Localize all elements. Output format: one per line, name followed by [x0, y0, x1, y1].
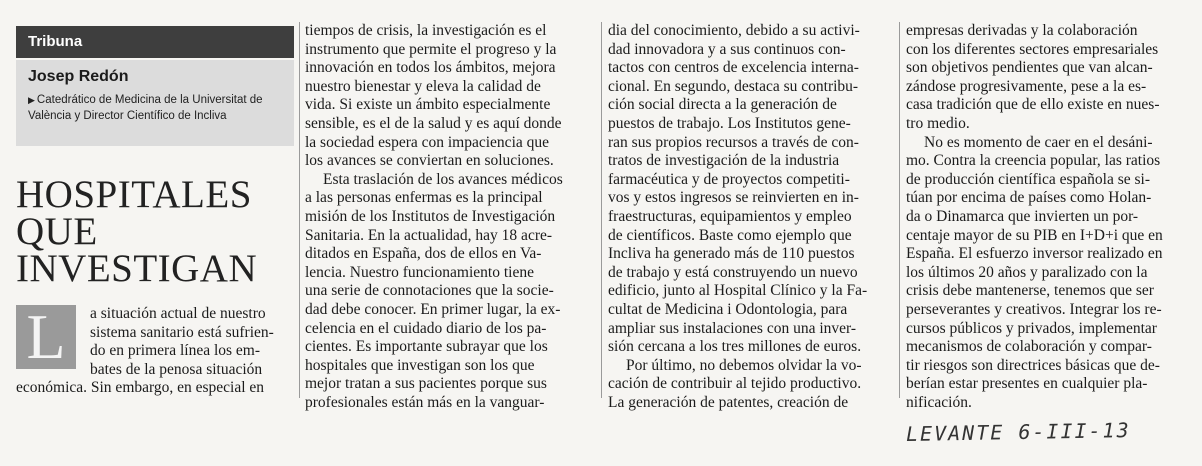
body-line: lencia. Nuestro funcionamiento tiene [305, 263, 534, 281]
body-line: Por último, no debemos olvidar la vo- [626, 356, 862, 374]
body-line: de trabajo y está construyendo un nuevo [608, 263, 858, 281]
author-box [16, 60, 294, 146]
body-line: ditados en España, dos de ellos en Va- [305, 245, 542, 263]
body-line: hospitales que investigan son los que [305, 356, 535, 374]
author-role [28, 92, 282, 124]
body-line: España. El esfuerzo inversor realizado en [906, 245, 1163, 263]
body-line: sión cercana a los tres millones de euros. [608, 338, 862, 356]
body-line: una serie de connotaciones que la socie- [305, 282, 554, 300]
body-line: zándose progresivamente, pese a la es- [906, 77, 1147, 95]
body-line: dia del conocimiento, debido a su activi- [608, 22, 860, 39]
body-line: nificación. [906, 393, 972, 411]
body-line: los avances se conviertan en soluciones. [305, 152, 554, 170]
body-line: instrumento que permite el progreso y la [305, 40, 557, 58]
body-line: túan por encima de países como Holan- [906, 189, 1152, 207]
author-role-line: ▶ Catedrático de Medicina de la Universitat de [28, 94, 263, 106]
body-line: de científicos. Baste como ejemplo que [608, 226, 852, 244]
intro-paragraph [16, 301, 294, 398]
body-line: económica. Sin embargo, en especial en [16, 379, 265, 397]
body-line: con los diferentes sectores empresariales [906, 40, 1159, 58]
body-line: a situación actual de nuestro [90, 305, 266, 322]
body-line: ción social directa a la generación de [608, 96, 837, 114]
body-line: tiempos de crisis, la investigación es el [305, 22, 547, 39]
body-line: misión de los Institutos de Investigación [305, 207, 556, 225]
headline [16, 173, 294, 290]
body-line: edificio, junto al Hospital Clínico y la Fa- [608, 282, 868, 300]
body-line: dad innovadora y a sus continuos con- [608, 40, 846, 58]
body-line: tir riesgos son directrices básicas que de- [906, 356, 1160, 374]
section-label: Tribuna [16, 26, 294, 58]
body-line: celencia en el cuidado diario de los pa- [305, 319, 547, 337]
arrow-icon: ▶ [28, 95, 35, 105]
body-line: ran sus propios recursos a través de con- [608, 133, 859, 151]
body-line: empresas derivadas y la colaboración [906, 22, 1138, 39]
body-line: mecanismos de colaboración y compar- [906, 338, 1152, 356]
author-name: Josep Redón [28, 68, 129, 85]
body-line: La generación de patentes, creación de [608, 393, 849, 411]
column-divider [299, 22, 300, 398]
body-line: da o Dinamarca que invierten un por- [906, 207, 1139, 225]
body-line: de producción científica española se si- [906, 170, 1151, 188]
body-line: a las personas enfermas es la principal [305, 189, 543, 207]
drop-cap: L [16, 305, 76, 369]
headline-line: HOSPITALES [16, 173, 252, 216]
body-line: farmacéutica y de proyectos competiti- [608, 170, 850, 188]
body-line: tratos de investigación de la industria [608, 152, 840, 170]
body-line: Sanitaria. En la actualidad, hay 18 acre- [305, 226, 553, 244]
body-line: Esta traslación de los avances médicos [323, 170, 563, 188]
body-line: berían estar presentes en cualquier pla- [906, 375, 1148, 393]
body-line: sistema sanitario está sufrien- [90, 323, 274, 341]
body-line: do en primera línea los em- [90, 342, 261, 360]
headline-line: INVESTIGAN [16, 247, 258, 290]
left-column [16, 26, 294, 290]
body-line: Incliva ha generado más de 110 puestos [608, 245, 855, 263]
body-line: casa tradición que de ello existe en nues- [906, 96, 1160, 114]
body-line: puestos de trabajo. Los Institutos gene- [608, 114, 851, 132]
body-line: ampliar sus instalaciones con una inver- [608, 319, 857, 337]
body-line: tactos con centros de excelencia interna- [608, 59, 859, 77]
body-line: cultat de Medicina i Odontologia, para [608, 300, 848, 318]
body-line: nuestro bienestar y eleva la calidad de [305, 77, 541, 95]
body-line: son objetivos pendientes que van alcan- [906, 59, 1153, 77]
body-line: centaje mayor de su PIB en I+D+i que en [906, 226, 1163, 244]
text-column-2 [305, 22, 583, 412]
column-divider [899, 22, 900, 398]
column-divider [601, 22, 602, 398]
body-line: perseverantes y creativos. Integrar los re- [906, 300, 1162, 318]
body-line: los últimos 20 años y paralizado con la [906, 263, 1148, 281]
body-line: sensible, es el de la salud y es aquí donde [305, 114, 562, 132]
body-line: cación de contribuir al tejido productivo. [608, 375, 862, 393]
body-line: tro medio. [906, 114, 970, 132]
body-line: No es momento de caer en el desáni- [924, 133, 1153, 151]
body-line: cientes. Es importante subrayar que los [305, 338, 548, 356]
body-line: cional. En segundo, destaca su contribu- [608, 77, 859, 95]
headline-line: QUE [16, 210, 98, 253]
text-column-3 [608, 22, 886, 412]
text-column-4 [906, 22, 1184, 412]
body-line: profesionales están más en la vanguar- [305, 393, 545, 411]
body-line: la sociedad espera con impaciencia que [305, 133, 550, 151]
body-line: vida. Si existe un ámbito especialmente [305, 96, 551, 114]
body-line: mo. Contra la creencia popular, las ratios [906, 152, 1161, 170]
body-line: mejor tratan a sus pacientes porque sus [305, 375, 547, 393]
body-line: cursos públicos y privados, implementar [906, 319, 1157, 337]
body-line: dad debe conocer. En primer lugar, la ex- [305, 300, 561, 318]
body-line: fraestructuras, equipamientos y empleo [608, 207, 852, 225]
body-line: vos y estos ingresos se reinvierten en in- [608, 189, 859, 207]
body-line: innovación en todos los ámbitos, mejora [305, 59, 556, 77]
body-line: bates de la penosa situación [90, 360, 263, 378]
author-role-line: València y Director Científico de Incliva [28, 110, 227, 122]
handwritten-date-note: LEVANTE 6-III-13 [905, 418, 1131, 446]
body-line: crisis debe mantenerse, tenemos que ser [906, 282, 1154, 300]
